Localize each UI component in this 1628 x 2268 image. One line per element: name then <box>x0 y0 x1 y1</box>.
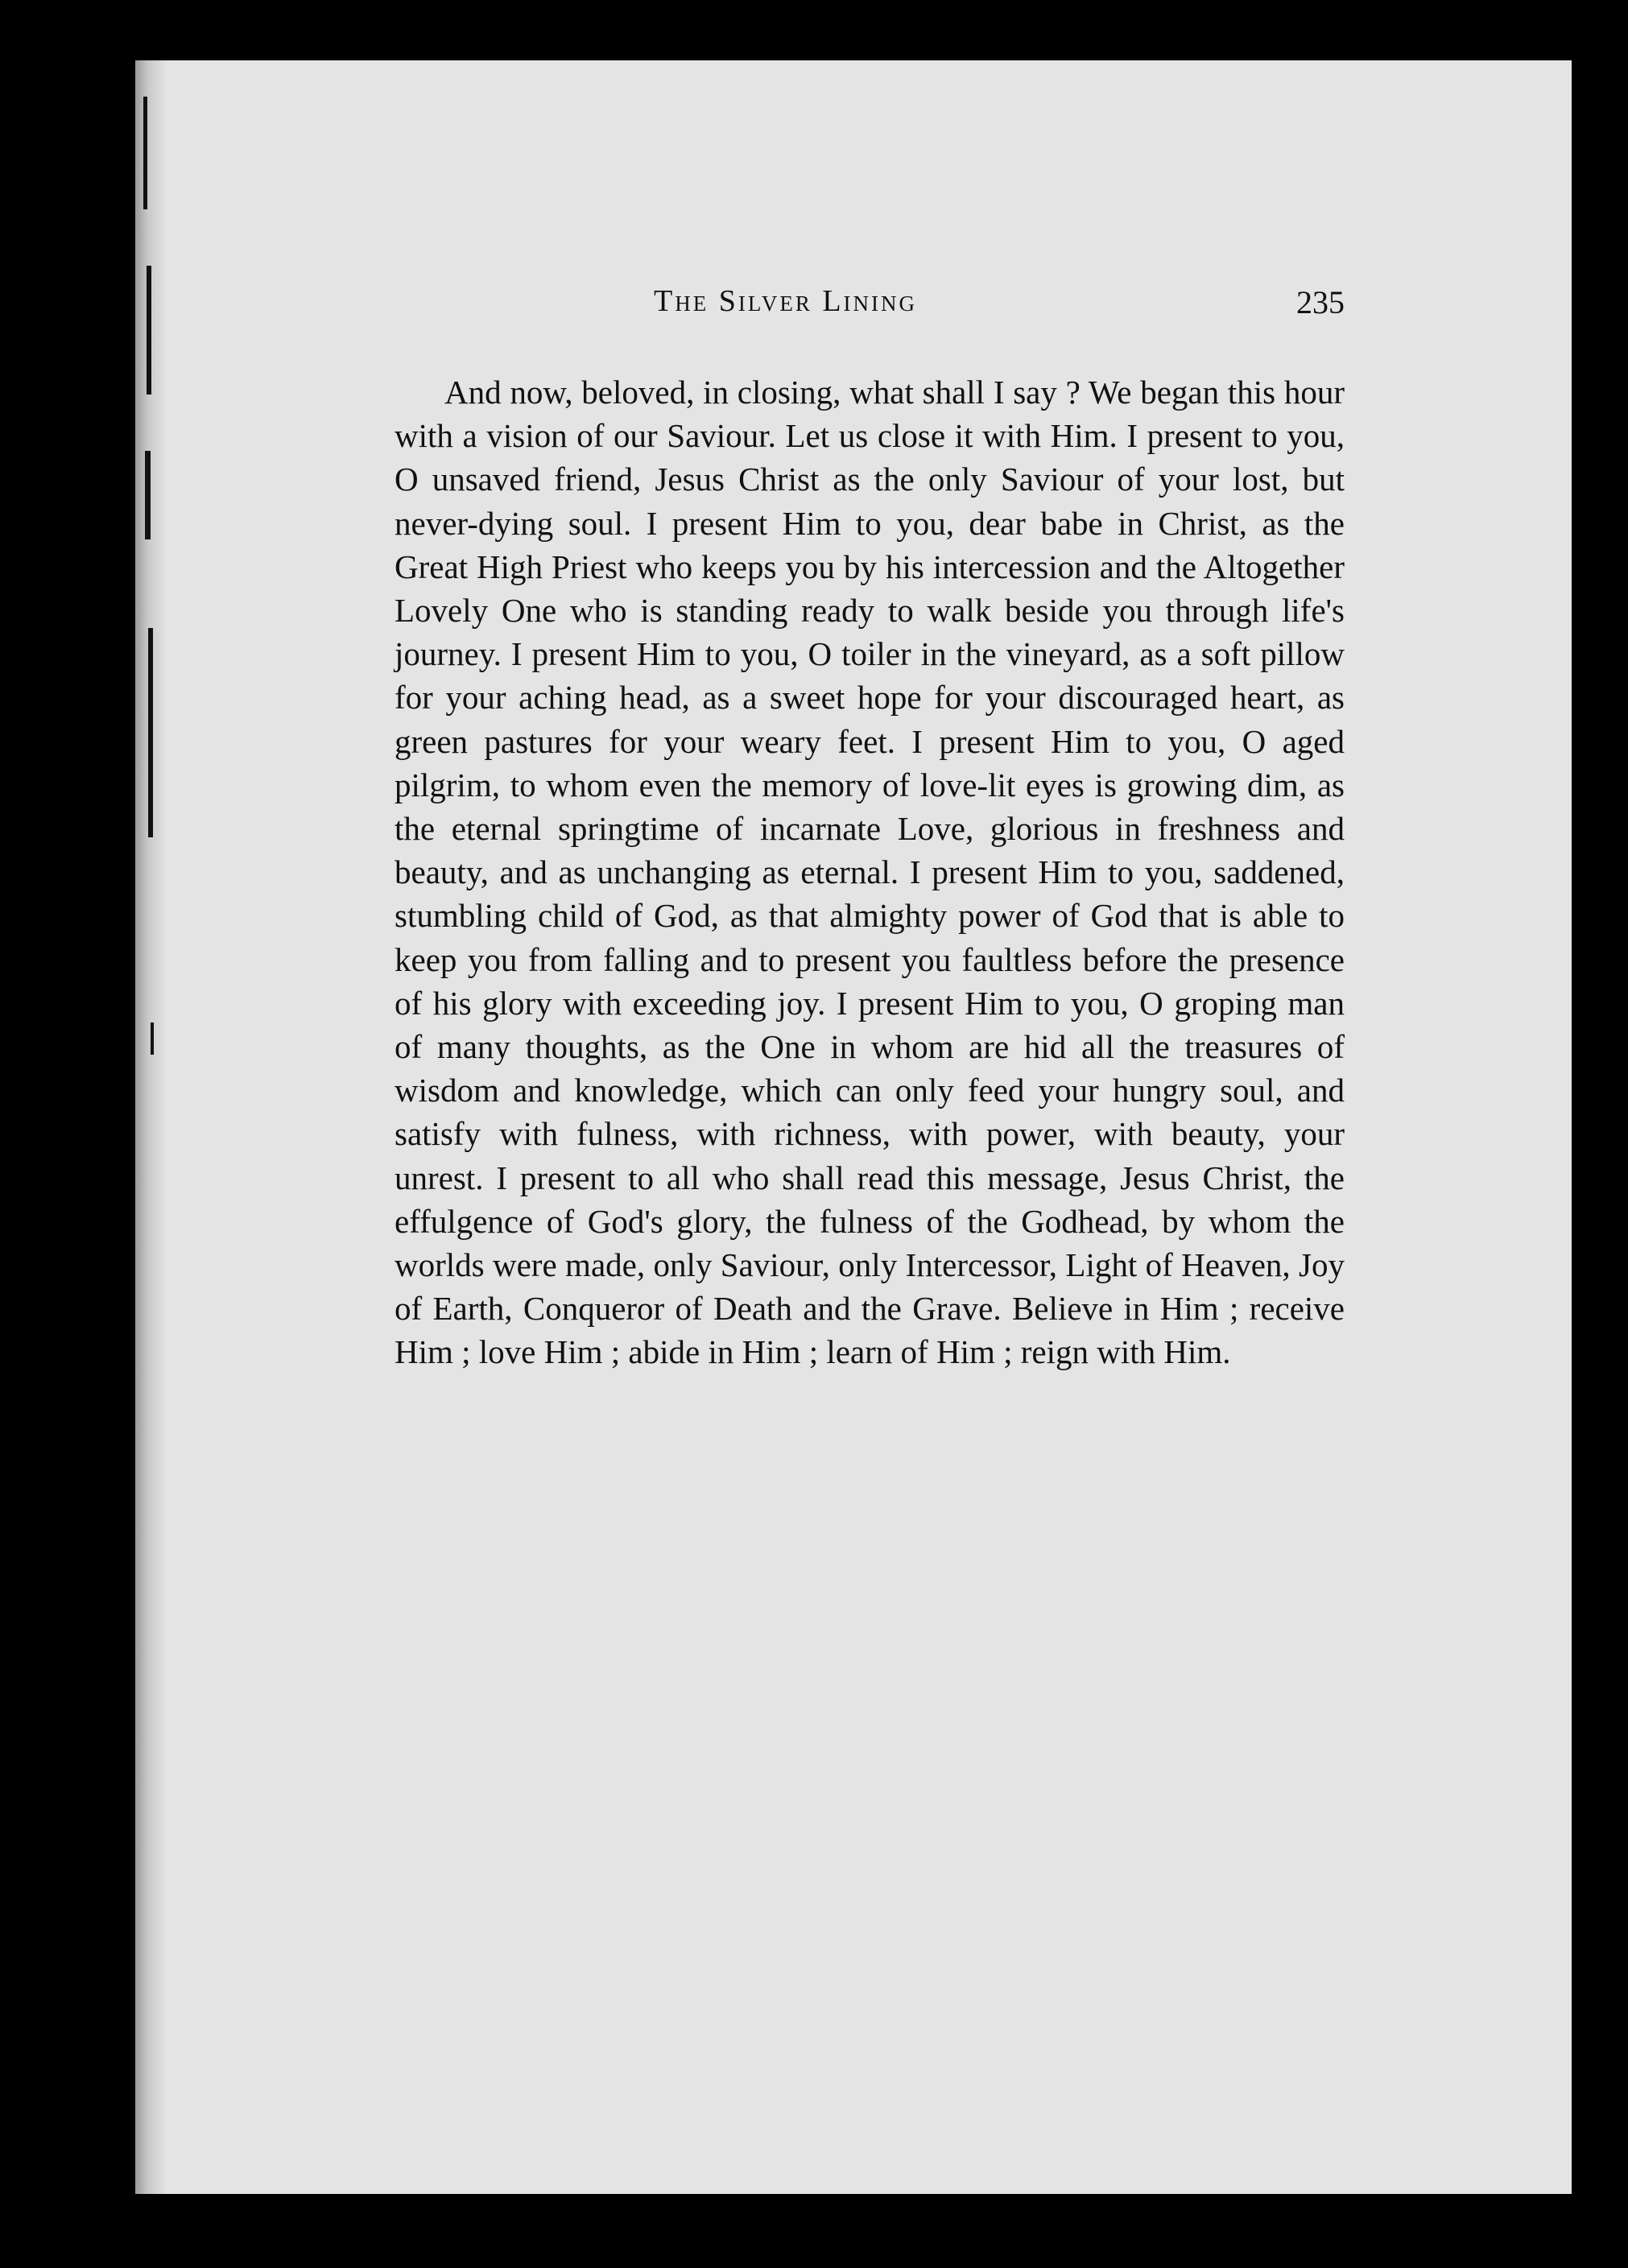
edge-mark <box>145 451 151 539</box>
binding-shadow <box>135 60 167 2194</box>
page-number: 235 <box>1296 284 1345 320</box>
body-paragraph: And now, beloved, in closing, what shall I say ? We began this hour with a vision of our Saviour. Let us close it with Him. I present to you, O unsaved friend, Jesus Christ as the only Saviour of your lost, but never-dying soul. I present Him to you, dear babe in Christ, as the Great High Priest who keeps you by his intercession and the Altogether Lovely One who is standing ready to walk beside you through life's journey. I present Him to you, O toiler in the vineyard, as a soft pillow for your aching head, as a sweet hope for your discouraged heart, as green pastures for your weary feet. I present Him to you, O aged pilgrim, to whom even the memory of love-lit eyes is growing dim, as the eternal springtime of incarnate Love, glorious in freshness and beauty, and as unchanging as eternal. I present Him to you, saddened, stumbling child of God, as that almighty power of God that is able to keep you from falling and to present you faultless before the presence of his glory with exceeding joy. I present Him to you, O groping man of many thoughts, as the One in whom are hid all the treasures of wisdom and knowledge, which can only feed your hungry soul, and satisfy with fulness, with richness, with power, with beauty, your unrest. I present to all who shall read this message, Jesus Christ, the effulgence of God's glory, the fulness of the Godhead, by whom the worlds were made, only Saviour, only Intercessor, Light of Heaven, Joy of Earth, Conqueror of Death and the Grave. Believe in Him ; receive Him ; love Him ; abide in Him ; learn of Him ; reign with Him. <box>395 374 1345 1371</box>
running-head <box>395 283 1345 332</box>
edge-mark <box>147 266 151 395</box>
edge-mark <box>143 97 147 209</box>
edge-mark <box>148 628 153 837</box>
running-head-title: The Silver Lining <box>654 284 918 318</box>
edge-mark <box>151 1022 154 1055</box>
